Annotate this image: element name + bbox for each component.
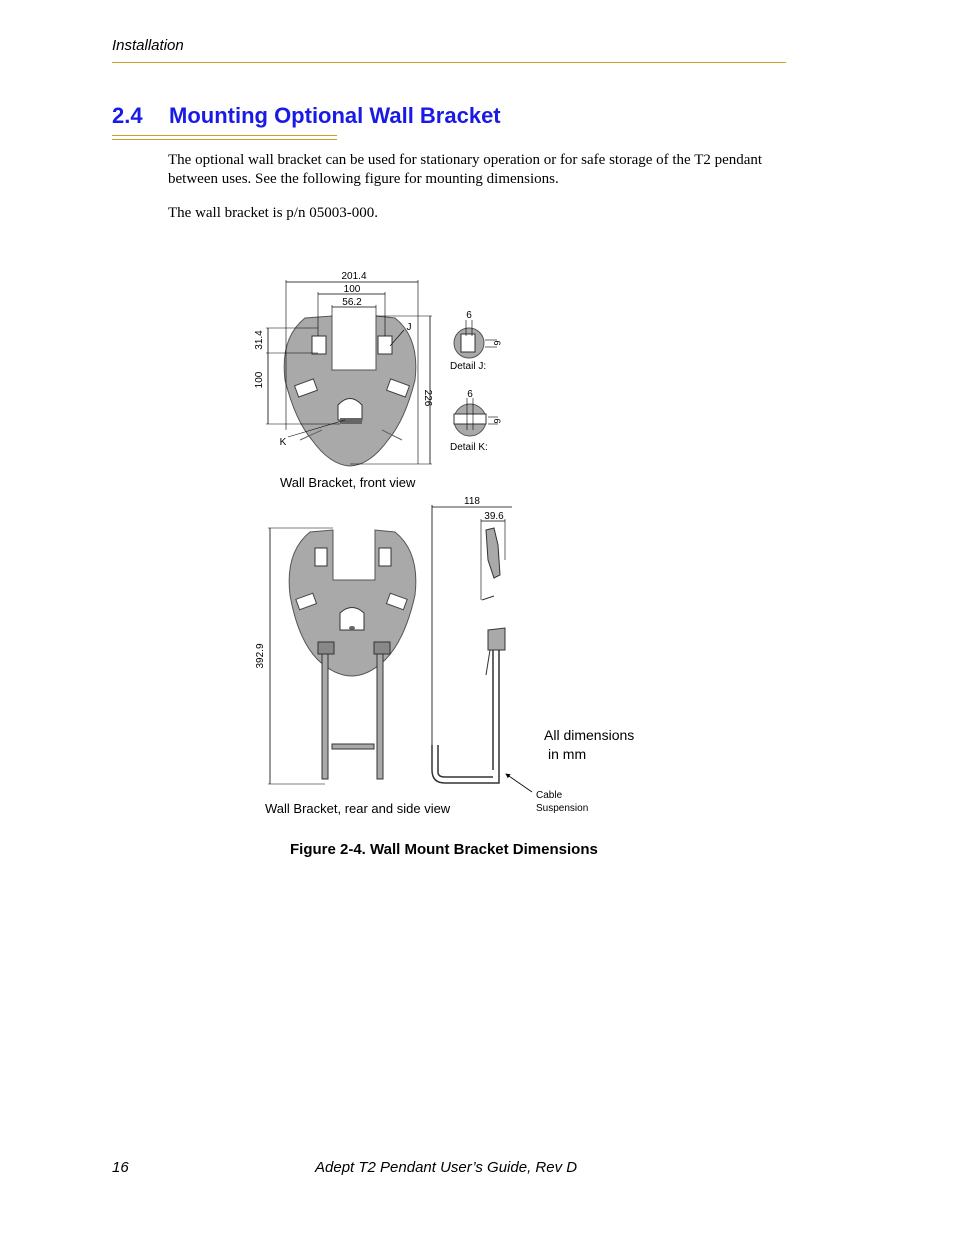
center-hook: [338, 399, 362, 421]
dim-226: 226: [422, 389, 433, 407]
detail-k-drawing: [450, 389, 502, 453]
side-view-drawing: [432, 496, 588, 814]
section-title: Mounting Optional Wall Bracket: [169, 103, 501, 128]
dim-201: 201.4: [341, 271, 367, 282]
dim-118: 118: [464, 496, 480, 507]
rear-view-drawing: [255, 528, 416, 784]
dim-56: 56.2: [342, 297, 362, 308]
body-paragraph: The wall bracket is p/n 05003-000.: [168, 205, 378, 221]
all-dims-line1: All dimensions: [544, 727, 635, 743]
cable-label-line1: Cable: [536, 790, 563, 801]
detail-k-label: Detail K:: [450, 442, 488, 453]
rear-side-view-label: Wall Bracket, rear and side view: [265, 801, 451, 816]
all-dims-line2: in mm: [548, 746, 587, 762]
dim-100-height: 100: [254, 371, 265, 389]
body-paragraph: The optional wall bracket can be used for stationary operation or for safe storage of the T2 pendant between uses. See the following figure for mounting dimensions.: [168, 152, 763, 187]
detail-k-dim-b: 6: [492, 418, 502, 424]
dim-39: 39.6: [484, 511, 504, 522]
detail-j-label: Detail J:: [450, 361, 487, 372]
section-number: 2.4: [112, 103, 143, 128]
front-view-label: Wall Bracket, front view: [280, 475, 416, 490]
slot-left: [312, 336, 326, 354]
front-view-drawing: [254, 271, 433, 466]
running-header: Installation: [112, 37, 184, 54]
label-k: K: [279, 437, 287, 448]
dim-100-width: 100: [343, 284, 361, 295]
detail-k-dim-a: 6: [467, 389, 473, 400]
figure-caption: Figure 2-4. Wall Mount Bracket Dimensions: [290, 841, 598, 858]
footer-title: Adept T2 Pendant User’s Guide, Rev D: [315, 1159, 578, 1176]
page-number: 16: [112, 1159, 129, 1176]
slot-right: [378, 336, 392, 354]
detail-j-dim-a: 6: [466, 310, 472, 321]
dim-392: 392.9: [255, 643, 266, 669]
label-j: J: [406, 322, 412, 333]
center-slot: [340, 418, 362, 424]
dim-31: 31.4: [254, 330, 265, 350]
cable-label-line2: Suspension: [536, 803, 589, 814]
detail-j-dim-b: 6: [492, 340, 502, 346]
detail-j-drawing: [450, 310, 502, 372]
